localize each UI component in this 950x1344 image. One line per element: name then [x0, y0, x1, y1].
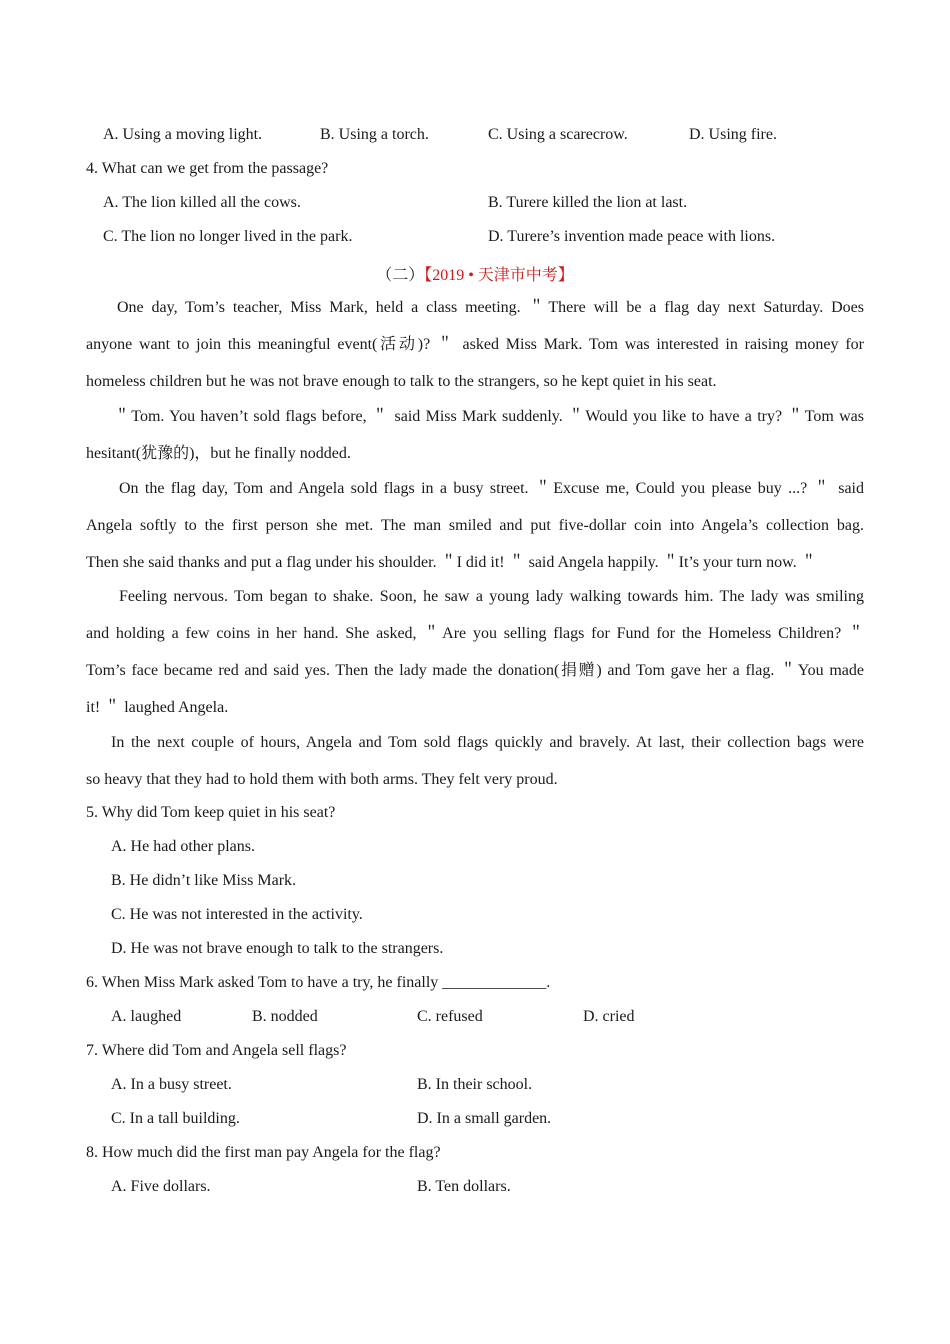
q4-option-b: B. Turere killed the lion at last.: [488, 194, 688, 211]
section-source: 【2019 • 天津市中考】: [424, 267, 574, 284]
q3-option-c: C. Using a scarecrow.: [488, 126, 628, 143]
q5-option-b: B. He didn’t like Miss Mark.: [111, 872, 297, 889]
q4-option-d: D. Turere’s invention made peace with lions.: [488, 228, 776, 245]
paragraph-line: In the next couple of hours, Angela and Tom sold flags quickly and bravely. At last, their collection bags were: [111, 734, 864, 751]
q7-option-d: D. In a small garden.: [417, 1110, 552, 1127]
q7-option-a: A. In a busy street.: [111, 1076, 232, 1093]
passage-paragraph-1: [86, 289, 864, 400]
q4-question: 4. What can we get from the passage?: [86, 160, 329, 177]
q8-option-a: A. Five dollars.: [111, 1178, 211, 1195]
q6-option-a: A. laughed: [111, 1008, 182, 1025]
q6-option-d: D. cried: [583, 1008, 635, 1025]
q7-option-c: C. In a tall building.: [111, 1110, 240, 1127]
paragraph-line: ＂Tom. You haven’t sold flags before, ＂ said Miss Mark suddenly. ＂Would you like to have a try? ＂Tom was: [114, 408, 864, 425]
paragraph-line: it! ＂ laughed Angela.: [86, 699, 229, 716]
paragraph-line: One day, Tom’s teacher, Miss Mark, held a class meeting. ＂There will be a flag day next Saturday. Does: [117, 299, 864, 316]
paragraph-line: Feeling nervous. Tom began to shake. Soon, he saw a young lady walking towards him. The lady was smiling: [119, 588, 864, 605]
q4-option-c: C. The lion no longer lived in the park.: [103, 228, 353, 245]
paragraph-line: Then she said thanks and put a flag under his shoulder. ＂I did it! ＂ said Angela happily. ＂It’s your turn now. ＂: [86, 554, 817, 571]
paragraph-line: anyone want to join this meaningful event(活动)? ＂ asked Miss Mark. Tom was interested in raising money for: [86, 336, 864, 353]
q5-question: 5. Why did Tom keep quiet in his seat?: [86, 804, 336, 821]
q5-option-d: D. He was not brave enough to talk to the strangers.: [111, 940, 444, 957]
paragraph-line: so heavy that they had to hold them with both arms. They felt very proud.: [86, 771, 558, 788]
paragraph-line: homeless children but he was not brave enough to talk to the strangers, so he kept quiet in his seat.: [86, 373, 717, 390]
section-number: （二）: [376, 267, 425, 284]
q3-option-a: A. Using a moving light.: [103, 126, 263, 143]
q5-option-c: C. He was not interested in the activity.: [111, 906, 363, 923]
q6-option-c: C. refused: [417, 1008, 483, 1025]
passage-paragraph-3: [86, 470, 864, 581]
q7-option-b: B. In their school.: [417, 1076, 533, 1093]
paragraph-line: and holding a few coins in her hand. She asked, ＂Are you selling flags for Fund for the Homeless Children? ＂: [86, 625, 864, 642]
paragraph-line: Angela softly to the first person she met. The man smiled and put five-dollar coin into Angela’s collection bag.: [86, 517, 864, 534]
paragraph-line: Tom’s face became red and said yes. Then the lady made the donation(捐赠) and Tom gave her a flag. ＂You made: [86, 662, 864, 679]
paragraph-line: hesitant(犹豫的)，but he finally nodded.: [86, 445, 351, 462]
q7-question: 7. Where did Tom and Angela sell flags?: [86, 1042, 347, 1059]
section-title: [86, 262, 864, 285]
q4-option-a: A. The lion killed all the cows.: [103, 194, 301, 211]
q3-option-b: B. Using a torch.: [320, 126, 429, 143]
q5-option-a: A. He had other plans.: [111, 838, 255, 855]
q6-option-b: B. nodded: [252, 1008, 318, 1025]
passage-paragraph-5: [86, 724, 864, 798]
paragraph-line: On the flag day, Tom and Angela sold flags in a busy street. ＂Excuse me, Could you please buy ...? ＂ said: [119, 480, 865, 497]
passage-paragraph-2: [86, 398, 864, 472]
passage-paragraph-4: [86, 578, 864, 726]
q8-option-b: B. Ten dollars.: [417, 1178, 511, 1195]
q3-option-d: D. Using fire.: [689, 126, 777, 143]
q8-question: 8. How much did the first man pay Angela for the flag?: [86, 1144, 441, 1161]
q6-question: 6. When Miss Mark asked Tom to have a try, he finally _____________.: [86, 974, 551, 991]
